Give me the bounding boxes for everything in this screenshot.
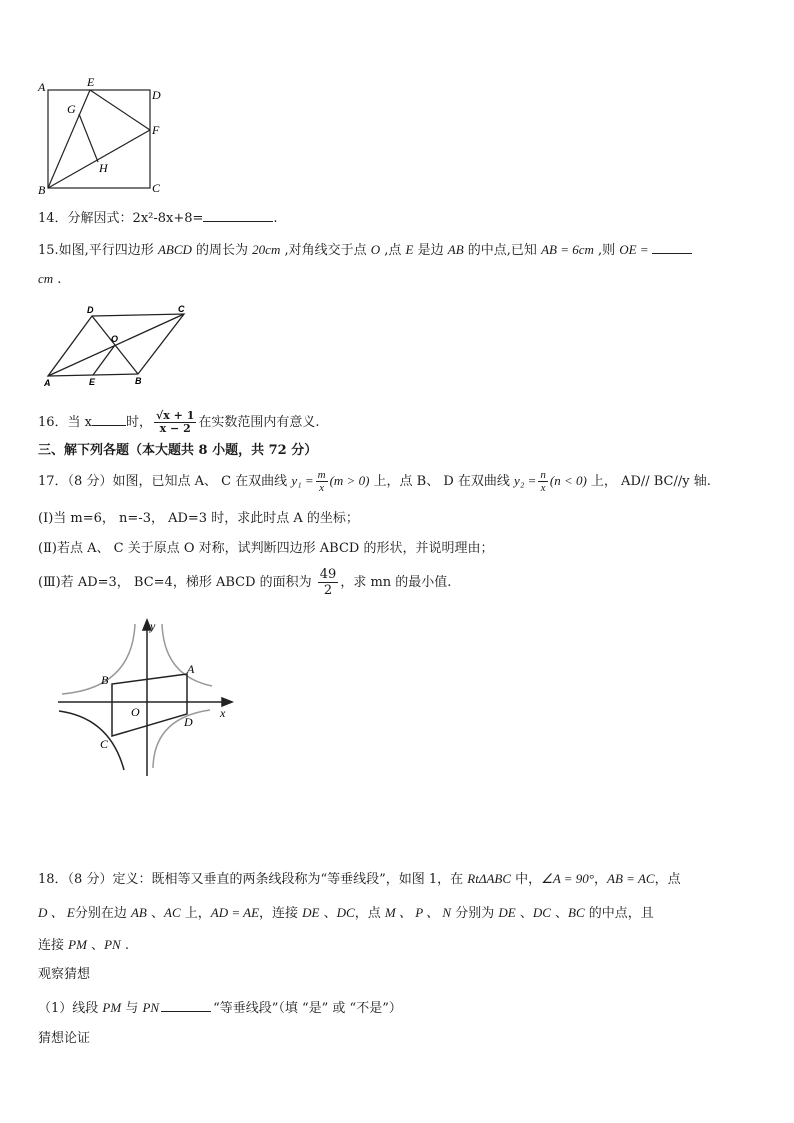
q18-line1-c: ， [594,872,608,887]
q17-frac2-num: n [540,469,546,481]
q18-pn: PN [104,937,121,952]
q16-prefix: 16．当 x [38,415,93,430]
q18-line2-c: 、 [146,906,165,921]
q18-line1-d: ，点 [654,872,681,887]
q15-perimeter: 20cm [252,242,281,257]
q18-mpn: M 、 P 、 N [384,905,452,920]
parallelogram-figure [38,302,198,392]
q18-de-2: DE [498,905,516,920]
q17-frac1-den: x [319,482,325,494]
q18-line2-g: ，点 [354,906,385,921]
q17-frac2-den: x [540,482,546,494]
segment-ef [90,90,150,130]
label-b: B [135,376,142,386]
q17-stem-c: 上， AD// BC//y 轴. [586,474,711,489]
section-3-title: 三、解下列各题（本大题共 8 小题，共 72 分） [38,443,318,458]
q18-dc: DC [336,905,355,920]
label-d: D [152,88,161,102]
q17-part-2 [38,540,493,558]
q18-dc-2: DC [532,905,551,920]
q15-part4: ,点 [380,243,406,258]
q18-pm: PM [68,937,87,952]
q16-answer-blank [92,412,126,426]
q17-part-3-b: ，求 mn 的最小值. [340,575,452,590]
q18-line3-c: . [120,938,129,953]
q18-sub1-c: “等垂线段”（填 “是” 或 “不是”） [213,1001,402,1016]
q17-frac1-num: m [317,469,326,481]
x-axis-arrow [222,698,232,706]
question-14 [38,208,278,228]
q17-condition-1: (m > 0) [329,473,370,488]
label-c: C [152,181,161,195]
q18-de-points: D 、 E [38,905,75,920]
label-e: E [87,76,95,89]
label-f: F [152,123,160,137]
q18-line3-a: 连接 [38,938,69,953]
q18-line1-b: 中， [511,872,542,887]
question-17 [38,466,711,496]
q15-end: . [53,272,62,287]
label-o: O [131,705,140,719]
q16-denominator: x − 2 [159,422,191,435]
q18-prove-text: 猜想论证 [38,1031,91,1046]
q18-observe-heading [38,966,90,984]
q18-line1-a: 18．（8 分）定义：既相等又垂直的两条线段称为“等垂线段”，如图 1，在 [38,872,468,887]
hyperbola-figure [50,614,240,780]
trapezoid-abcd [112,674,187,736]
q15-abcd: ABCD [157,242,192,257]
q18-sub1-answer-blank [161,998,211,1012]
question-15-unit [38,270,61,289]
q17-part-2-text: (Ⅱ)若点 A、 C 关于原点 O 对称，试判断四边形 ABCD 的形状，并说明理由； [38,541,494,556]
square-figure [36,76,170,198]
q14-answer-blank [203,208,273,222]
q17-fraction-3 [318,567,339,598]
label-y: y [150,619,156,633]
label-x: x [220,706,226,720]
q15-part6: 的中点,已知 [463,243,542,258]
question-18-line-2 [38,904,654,923]
hyperbola-n-quadrant-2 [62,624,135,694]
q17-frac3-num: 49 [319,567,337,582]
q18-ab: AB [130,905,147,920]
q15-ab: AB [447,242,464,257]
q18-sub1-b: 与 [121,1001,143,1016]
q17-fraction-1 [316,469,328,494]
q17-part-1-text: (Ⅰ)当 m=6， n=-3， AD=3 时，求此时点 A 的坐标； [38,511,359,526]
diagonal-ac [48,314,184,376]
q18-sub1-a: （1）线段 [38,1001,103,1016]
label-o: O [111,334,119,344]
q18-ac: AC [164,905,181,920]
q16-mid: 时， [126,415,153,430]
section-3-heading [38,442,317,460]
q18-rt-triangle: RtΔABC [467,871,512,886]
q15-unit: cm [38,271,54,286]
q16-suffix: 在实数范围内有意义. [198,415,320,430]
q15-e: E [405,242,414,257]
question-16 [38,408,320,438]
label-a: A [44,378,51,388]
label-e: E [89,377,96,387]
q17-part-3 [38,566,451,600]
q17-part-3-a: (Ⅲ)若 AD=3， BC=4，梯形 ABCD 的面积为 [38,575,316,590]
q15-part2: 的周长为 [191,243,253,258]
q18-line2-b: 分别在边 [74,906,131,921]
q15-part5: 是边 [413,243,448,258]
label-a: A [38,80,46,94]
q18-line3-b: 、 [86,938,105,953]
label-d: D [184,715,193,729]
q18-line2-e: ，连接 [259,906,303,921]
hyperbola-m-quadrant-3 [59,711,124,770]
q18-line2-h: 分别为 [451,906,499,921]
q18-angle: ∠A = 90° [541,871,595,886]
segment-gh [79,114,98,162]
q17-y2: y₂ = [514,473,537,488]
q17-part-1 [38,510,359,528]
q18-sub-question-1 [38,998,402,1018]
label-g: G [67,102,76,116]
q18-line2-j: 、 [550,906,569,921]
q18-ab-ac: AB = AC [607,871,655,886]
question-15 [38,240,692,260]
q15-answer-blank [652,240,692,254]
q18-line2-k: 的中点，且 [584,906,654,921]
q18-line2-i: 、 [515,906,533,921]
q17-condition-2: (n < 0) [549,473,587,488]
q15-part3: ,对角线交于点 [280,243,371,258]
label-b: B [38,183,46,197]
q18-sub1-pn: PN [142,1000,160,1015]
q17-stem-a: 17．（8 分）如图，已知点 A、 C 在双曲线 [38,474,292,489]
q16-numerator: √x + 1 [156,409,195,422]
question-18-line-3 [38,936,129,955]
q15-part7: ,则 [593,243,620,258]
q18-ad-ae: AD = AE [210,905,260,920]
q18-line2-f: 、 [319,906,337,921]
q18-observe-text: 观察猜想 [38,967,91,982]
label-c: C [178,304,185,314]
q15-oe: OE = [619,242,649,257]
q14-text: 14．分解因式：2x²-8x+8= [38,211,204,226]
q18-line2-d: 上， [180,906,211,921]
label-a: A [187,662,195,676]
segment-oe [93,345,115,375]
q15-part1: 15.如图,平行四边形 [38,243,158,258]
question-18-line-1 [38,870,681,889]
q16-fraction [154,410,196,435]
q18-prove-heading [38,1030,90,1048]
q18-bc: BC [568,905,585,920]
label-b: B [101,673,109,687]
label-c: C [100,737,109,751]
label-h: H [99,161,108,175]
q17-fraction-2 [538,469,548,494]
q14-end: . [273,211,278,226]
segment-bf [48,130,150,188]
q18-de: DE [302,905,320,920]
q18-sub1-pm: PM [102,1000,122,1015]
q15-o: O [370,242,381,257]
q17-stem-b: 上，点 B、 D 在双曲线 [369,474,515,489]
label-d: D [87,305,94,315]
q17-frac3-den: 2 [323,583,333,598]
q17-y1: y₁ = [291,473,314,488]
q15-ab-value: AB = 6cm [541,242,594,257]
hyperbola-n-quadrant-4 [153,710,210,768]
